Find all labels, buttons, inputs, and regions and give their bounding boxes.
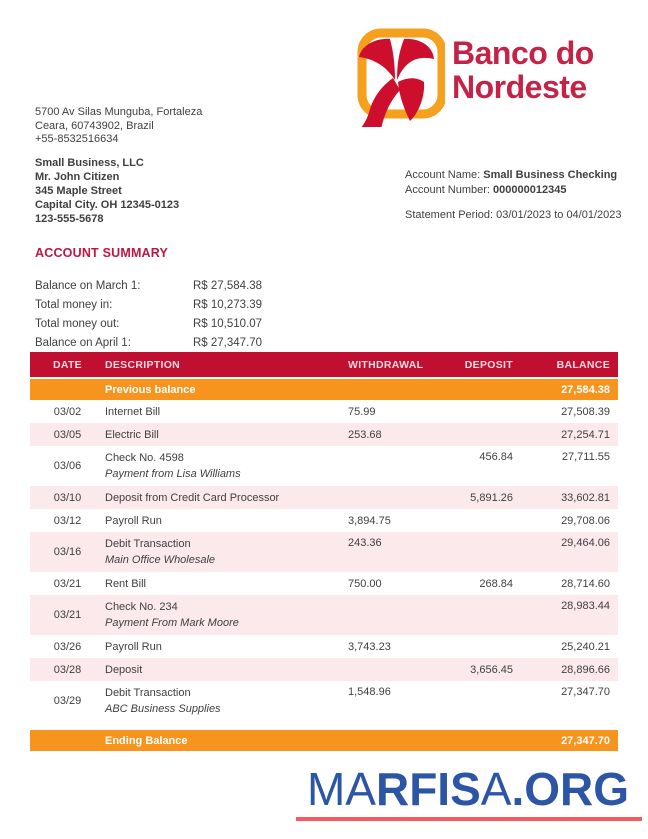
header-withdrawal: WITHDRAWAL (348, 358, 424, 371)
cell-description (105, 490, 348, 506)
cell-deposit: 3,656.45 (470, 663, 513, 676)
summary-label: Balance on April 1: (35, 337, 131, 349)
description-text: Deposit from Credit Card Processor (105, 491, 280, 504)
account-info (405, 168, 622, 223)
ending-balance-label: Ending Balance (105, 734, 188, 747)
footer-brand-segment: MA (306, 763, 376, 815)
description-text: Check No. 234 (105, 601, 178, 613)
summary-value: R$ 27,584.38 (193, 280, 263, 292)
transaction-row (30, 572, 618, 595)
description-text: Debit Transaction (105, 687, 191, 699)
cell-date: 03/06 (53, 460, 82, 472)
description-note: Payment from Lisa Williams (105, 468, 241, 480)
transaction-row (30, 681, 618, 721)
account-number-label: Account Number: (405, 183, 490, 196)
summary-value: R$ 10,510.07 (193, 318, 263, 330)
customer-block (35, 156, 179, 226)
footer-brand-segment: A (480, 763, 512, 815)
summary-row (35, 315, 262, 334)
account-number-value: 000000012345 (493, 183, 567, 196)
summary-row (35, 334, 262, 353)
cell-balance: 28,896.66 (561, 663, 610, 676)
header-date: DATE (52, 358, 82, 371)
footer-brand-segment: RFIS (375, 763, 481, 815)
summary-label: Total money out: (35, 318, 120, 330)
transaction-row (30, 509, 618, 532)
description-text: Internet Bill (105, 405, 161, 418)
cell-balance: 29,464.06 (561, 537, 610, 549)
transaction-row (30, 658, 618, 681)
description-text: Payroll Run (105, 640, 162, 653)
summary-row (35, 296, 262, 315)
cell-balance: 28,983.44 (561, 600, 610, 612)
header-deposit: DEPOSIT (464, 358, 513, 371)
bank-name-line-1: Banco do (452, 35, 594, 71)
customer-line: 123-555-5678 (35, 213, 104, 225)
cell-description (105, 536, 348, 568)
cell-withdrawal: 243.36 (348, 537, 382, 549)
customer-line: Capital City. OH 12345-0123 (35, 199, 180, 211)
description-note: Main Office Wholesale (105, 554, 216, 566)
cell-date: 03/02 (53, 405, 82, 418)
description-text: Electric Bill (105, 428, 159, 441)
footer-underline (296, 817, 642, 821)
summary-label: Total money in: (35, 299, 113, 311)
cell-date: 03/28 (53, 663, 82, 676)
cell-date: 03/26 (53, 640, 82, 653)
cell-date: 03/05 (53, 428, 82, 441)
description-text: Rent Bill (105, 577, 146, 590)
ending-balance-value: 27,347.70 (561, 734, 610, 747)
summary-row (35, 277, 262, 296)
statement-period: Statement Period: 03/01/2023 to 04/01/2023 (405, 209, 622, 221)
bank-name-line-2: Nordeste (452, 69, 587, 105)
footer-brand-segment: .ORG (511, 763, 630, 815)
previous-balance-row (30, 379, 618, 400)
transaction-row (30, 532, 618, 572)
cell-description (105, 576, 348, 592)
account-summary-title: ACCOUNT SUMMARY (35, 246, 169, 260)
cell-balance: 27,347.70 (561, 686, 610, 698)
account-number-line (405, 183, 622, 198)
bank-address-line: Ceara, 60743902, Brazil (35, 119, 154, 132)
bank-name (452, 36, 594, 104)
cell-balance: 27,508.39 (561, 405, 610, 418)
footer-brand (290, 764, 646, 814)
bank-address-line: +55-8532516634 (35, 133, 119, 145)
cell-balance: 25,240.21 (561, 640, 610, 653)
table-header-row (30, 352, 618, 377)
summary-rows (35, 277, 262, 353)
summary-value: R$ 27,347.70 (193, 337, 263, 349)
customer-line: Small Business, LLC (35, 157, 144, 169)
cell-withdrawal: 3,894.75 (348, 514, 391, 527)
table-gap (30, 721, 618, 730)
description-text: Check No. 4598 (105, 452, 184, 464)
account-name-line (405, 168, 622, 183)
customer-line: Mr. John Citizen (35, 171, 120, 183)
summary-value: R$ 10,273.39 (193, 299, 263, 311)
account-name-label: Account Name: (405, 169, 481, 181)
customer-line: 345 Maple Street (35, 185, 122, 197)
bank-address (35, 106, 202, 147)
cell-withdrawal: 1,548.96 (348, 686, 391, 698)
cell-deposit: 5,891.26 (470, 491, 513, 504)
cell-balance: 29,708.06 (561, 514, 610, 527)
cell-date: 03/29 (53, 695, 82, 707)
cell-description (105, 450, 348, 482)
cell-date: 03/10 (53, 491, 82, 504)
cell-withdrawal (348, 446, 445, 451)
transaction-row (30, 486, 618, 509)
cell-withdrawal: 750.00 (348, 577, 382, 590)
cell-description (105, 427, 348, 443)
ending-balance-row (30, 730, 618, 751)
transaction-row (30, 400, 618, 423)
header-description: DESCRIPTION (105, 358, 181, 371)
cell-description (105, 685, 348, 717)
transaction-row (30, 595, 618, 635)
cell-date: 03/16 (53, 546, 82, 558)
header-balance: BALANCE (556, 358, 610, 371)
cell-deposit (445, 595, 513, 600)
cell-withdrawal: 253.68 (348, 428, 382, 441)
cell-description (105, 639, 348, 655)
cell-description (105, 599, 348, 631)
description-note: ABC Business Supplies (105, 703, 221, 715)
cell-description (105, 662, 348, 678)
previous-balance-value: 27,584.38 (561, 383, 610, 396)
transaction-row (30, 635, 618, 658)
description-text: Payroll Run (105, 514, 162, 527)
cell-date: 03/21 (53, 577, 82, 590)
account-name-value: Small Business Checking (483, 169, 618, 181)
description-text: Deposit (105, 663, 143, 676)
transactions-body (30, 400, 618, 721)
cell-date: 03/12 (53, 514, 82, 527)
cell-balance: 27,711.55 (561, 451, 610, 463)
cell-date: 03/21 (53, 609, 82, 621)
description-note: Payment From Mark Moore (105, 617, 239, 629)
cell-deposit (445, 532, 513, 537)
transaction-row (30, 446, 618, 486)
cell-withdrawal: 3,743.23 (348, 640, 391, 653)
bank-logo-icon (345, 25, 445, 127)
description-text: Debit Transaction (105, 538, 191, 550)
previous-balance-label: Previous balance (105, 383, 196, 396)
bank-address-line: 5700 Av Silas Munguba, Fortaleza (35, 106, 203, 118)
account-summary (35, 246, 262, 353)
cell-balance: 27,254.71 (561, 428, 610, 441)
cell-withdrawal (348, 595, 445, 600)
cell-balance: 33,602.81 (561, 491, 610, 504)
cell-deposit: 268.84 (479, 577, 513, 590)
cell-description (105, 513, 348, 529)
summary-label: Balance on March 1: (35, 280, 141, 292)
transactions-table (30, 352, 618, 751)
cell-balance: 28,714.60 (561, 577, 610, 590)
transaction-row (30, 423, 618, 446)
cell-description (105, 404, 348, 420)
cell-deposit (445, 681, 513, 686)
cell-withdrawal: 75.99 (348, 405, 376, 418)
cell-deposit: 456.84 (479, 451, 513, 463)
